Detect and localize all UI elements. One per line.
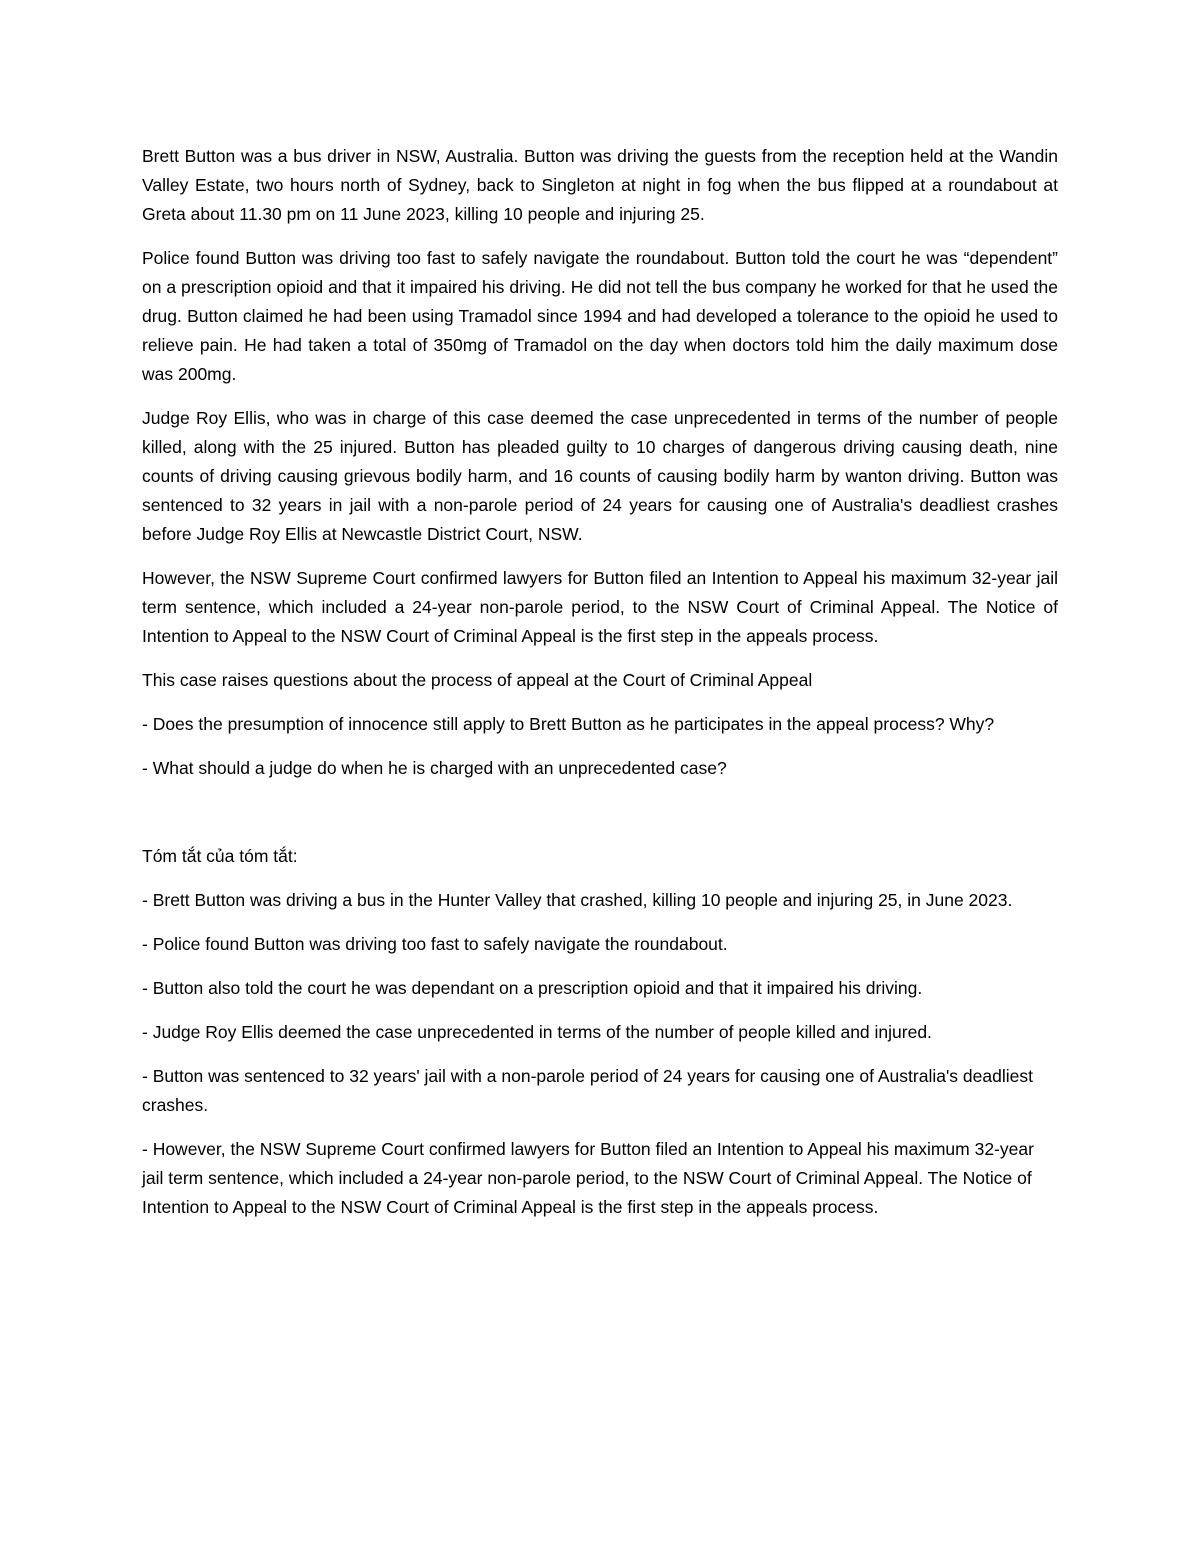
question-1: - Does the presumption of innocence still apply to Brett Button as he participates in the appeal process? Why? (142, 714, 995, 734)
summary-heading: Tóm tắt của tóm tắt: (142, 846, 298, 866)
summary-point-5: - Button was sentenced to 32 years' jail with a non-parole period of 24 years for causing one of Australia's deadliest crashes. (142, 1066, 1033, 1115)
summary-point-3: - Button also told the court he was dependant on a prescription opioid and that it impaired his driving. (142, 978, 923, 998)
question-2: - What should a judge do when he is charged with an unprecedented case? (142, 758, 727, 778)
blank-line (142, 798, 1058, 842)
case-paragraph-1: Brett Button was a bus driver in NSW, Australia. Button was driving the guests from the reception held at the Wandin Valley Estate, two hours north of Sydney, back to Singleton at night in fog when the bus flipped at a roundabout at Greta about 11.30 pm on 11 June 2023, killing 10 people and injuring 25. (142, 146, 1058, 224)
document-body (142, 142, 1058, 1237)
summary-point-2: - Police found Button was driving too fast to safely navigate the roundabout. (142, 934, 728, 954)
case-paragraph-2: Police found Button was driving too fast to safely navigate the roundabout. Button told the court he was “dependent” on a prescription opioid and that it impaired his driving. He did not tell the bus company he worked for that he used the drug. Button claimed he had been using Tramadol since 1994 and had developed a tolerance to the opioid he used to relieve pain. He had taken a total of 350mg of Tramadol on the day when doctors told him the daily maximum dose was 200mg. (142, 248, 1058, 384)
case-paragraph-3: Judge Roy Ellis, who was in charge of this case deemed the case unprecedented in terms of the number of people killed, along with the 25 injured. Button has pleaded guilty to 10 charges of dangerous driving causing death, nine counts of driving causing grievous bodily harm, and 16 counts of causing bodily harm by wanton driving. Button was sentenced to 32 years in jail with a non-parole period of 24 years for causing one of Australia's deadliest crashes before Judge Roy Ellis at Newcastle District Court, NSW. (142, 408, 1058, 544)
questions-intro: This case raises questions about the process of appeal at the Court of Criminal Appeal (142, 670, 813, 690)
summary-point-6: - However, the NSW Supreme Court confirmed lawyers for Button filed an Intention to Appeal his maximum 32-year jail term sentence, which included a 24-year non-parole period, to the NSW Court of Criminal Appeal. The Notice of Intention to Appeal to the NSW Court of Criminal Appeal is the first step in the appeals process. (142, 1139, 1034, 1217)
summary-point-4: - Judge Roy Ellis deemed the case unprecedented in terms of the number of people killed and injured. (142, 1022, 932, 1042)
case-paragraph-4: However, the NSW Supreme Court confirmed lawyers for Button filed an Intention to Appeal his maximum 32-year jail term sentence, which included a 24-year non-parole period, to the NSW Court of Criminal Appeal. The Notice of Intention to Appeal to the NSW Court of Criminal Appeal is the first step in the appeals process. (142, 568, 1058, 646)
summary-point-1: - Brett Button was driving a bus in the Hunter Valley that crashed, killing 10 people and injuring 25, in June 2023. (142, 890, 1013, 910)
